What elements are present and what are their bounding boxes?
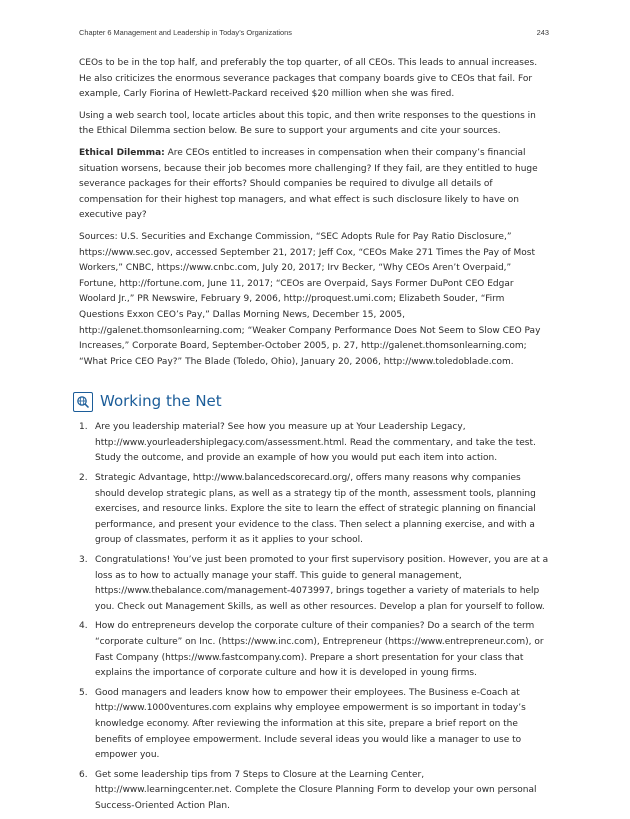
paragraph-instructions: Using a web search tool, locate articles about this topic, and then write responses to the questions in the Ethical Dilemma section below. Be sure to support your arguments and cite your sources.: [79, 110, 536, 137]
list-item: [79, 471, 549, 549]
list-item: [79, 553, 549, 615]
page-content: [79, 56, 549, 819]
list-item: [79, 420, 549, 467]
list-item: [79, 619, 549, 681]
working-the-net-header: [73, 392, 549, 412]
globe-search-icon: [73, 392, 93, 412]
item-number: 3.: [79, 555, 88, 566]
list-item: [79, 686, 549, 764]
item-text: Good managers and leaders know how to empower their employees. The Business e-Coach at http://www.1000ventures.com explains why employee empowerment is so important in today’s knowledge economy. After reviewing the information at this site, prepare a brief report on the benefits of employee empowerment. Include several ideas you would like a manager to use to empower you.: [95, 687, 526, 761]
paragraph-ethical-dilemma: [79, 146, 549, 224]
list-item: [79, 768, 549, 815]
item-text: How do entrepreneurs develop the corporate culture of their companies? Do a search of the term “corporate culture” on Inc. (https://www.inc.com), Entrepreneur (https://www.entrepreneur.com), or Fast Company (https://www.fastcompany.com). Prepare a short presentation for your class that explains the importance of corporate culture and how it is developed in young firms.: [95, 621, 544, 679]
item-number: 6.: [79, 769, 88, 780]
page-header: [79, 28, 549, 37]
working-the-net-list: [79, 420, 549, 814]
item-text: Strategic Advantage, http://www.balancedscorecard.org/, offers many reasons why companies should develop strategic plans, as well as a strategy tip of the month, assessment tools, planning exercises, and resource links. Explore the site to learn the effect of strategic planning on financial performance, and present your evidence to the class. Then select a planning exercise, and with a group of classmates, perform it as it applies to your school.: [95, 473, 536, 546]
item-text: Congratulations! You’ve just been promoted to your first supervisory position. However, you are at a loss as to how to actually manage your staff. This guide to general management, https://www.thebalance.com/management-4073997, brings together a variety of materials to help you. Check out Management Skills, as well as other resources. Develop a plan for yourself to follow.: [95, 555, 549, 612]
item-text: Get some leadership tips from 7 Steps to Closure at the Learning Center, http://www.learningcenter.net. Complete the Closure Planning Form to develop your own personal Success-Oriented Action Plan.: [95, 769, 537, 811]
chapter-title: Chapter 6 Management and Leadership in Today’s Organizations: [79, 28, 292, 37]
ethical-dilemma-text: Are CEOs entitled to increases in compensation when their company’s financial situation worsens, because their job becomes more challenging? If they fail, are they entitled to huge severance packages for their efforts? Should companies be required to divulge all details of compensation for their highest top managers, and what effect is such disclosure likely to have on executive pay?: [79, 147, 538, 221]
paragraph-sources: Sources: U.S. Securities and Exchange Commission, “SEC Adopts Rule for Pay Ratio Disclosure,” https://www.sec.gov, accessed September 21, 2017; Jeff Cox, “CEOs Make 271 Times the Pay of Most Workers,” CNBC, https://www.cnbc.com, July 20, 2017; Irv Becker, “Why CEOs Aren’t Overpaid,” Fortune, http://fortune.com, June 11, 2017; “CEOs are Overpaid, Says Former DuPont CEO Edgar Woolard Jr.,” PR Newswire, February 9, 2006, http://proquest.umi.com; Elizabeth Souder, “Firm Questions Exxon CEO’s Pay,” Dallas Morning News, December 15, 2005, http://galenet.thomsonlearning.com; “Weaker Company Performance Does Not Seem to Slow CEO Pay Increases,” Corporate Board, September-October 2005, p. 27, http://galenet.thomsonlearning.com; “What Price CEO Pay?” The Blade (Toledo, Ohio), January 20, 2006, http://www.toledoblade.com.: [79, 231, 541, 367]
page-number: 243: [536, 28, 549, 37]
item-text: Are you leadership material? See how you measure up at Your Leadership Legacy, http://www.yourleadershiplegacy.com/assessment.html. Read the commentary, and take the test. Study the outcome, and provide an example of how you would put each item into action.: [95, 422, 536, 464]
ethical-dilemma-label: Ethical Dilemma:: [79, 147, 165, 158]
paragraph-ceo-pay: CEOs to be in the top half, and preferably the top quarter, of all CEOs. This leads to annual increases. He also criticizes the enormous severance packages that company boards give to CEOs that fail. For example, Carly Fiorina of Hewlett-Packard received $20 million when she was fired.: [79, 58, 538, 100]
section-title: Working the Net: [100, 392, 222, 411]
item-number: 1.: [79, 422, 88, 433]
item-number: 2.: [79, 473, 88, 484]
item-number: 5.: [79, 687, 88, 698]
item-number: 4.: [79, 621, 88, 632]
